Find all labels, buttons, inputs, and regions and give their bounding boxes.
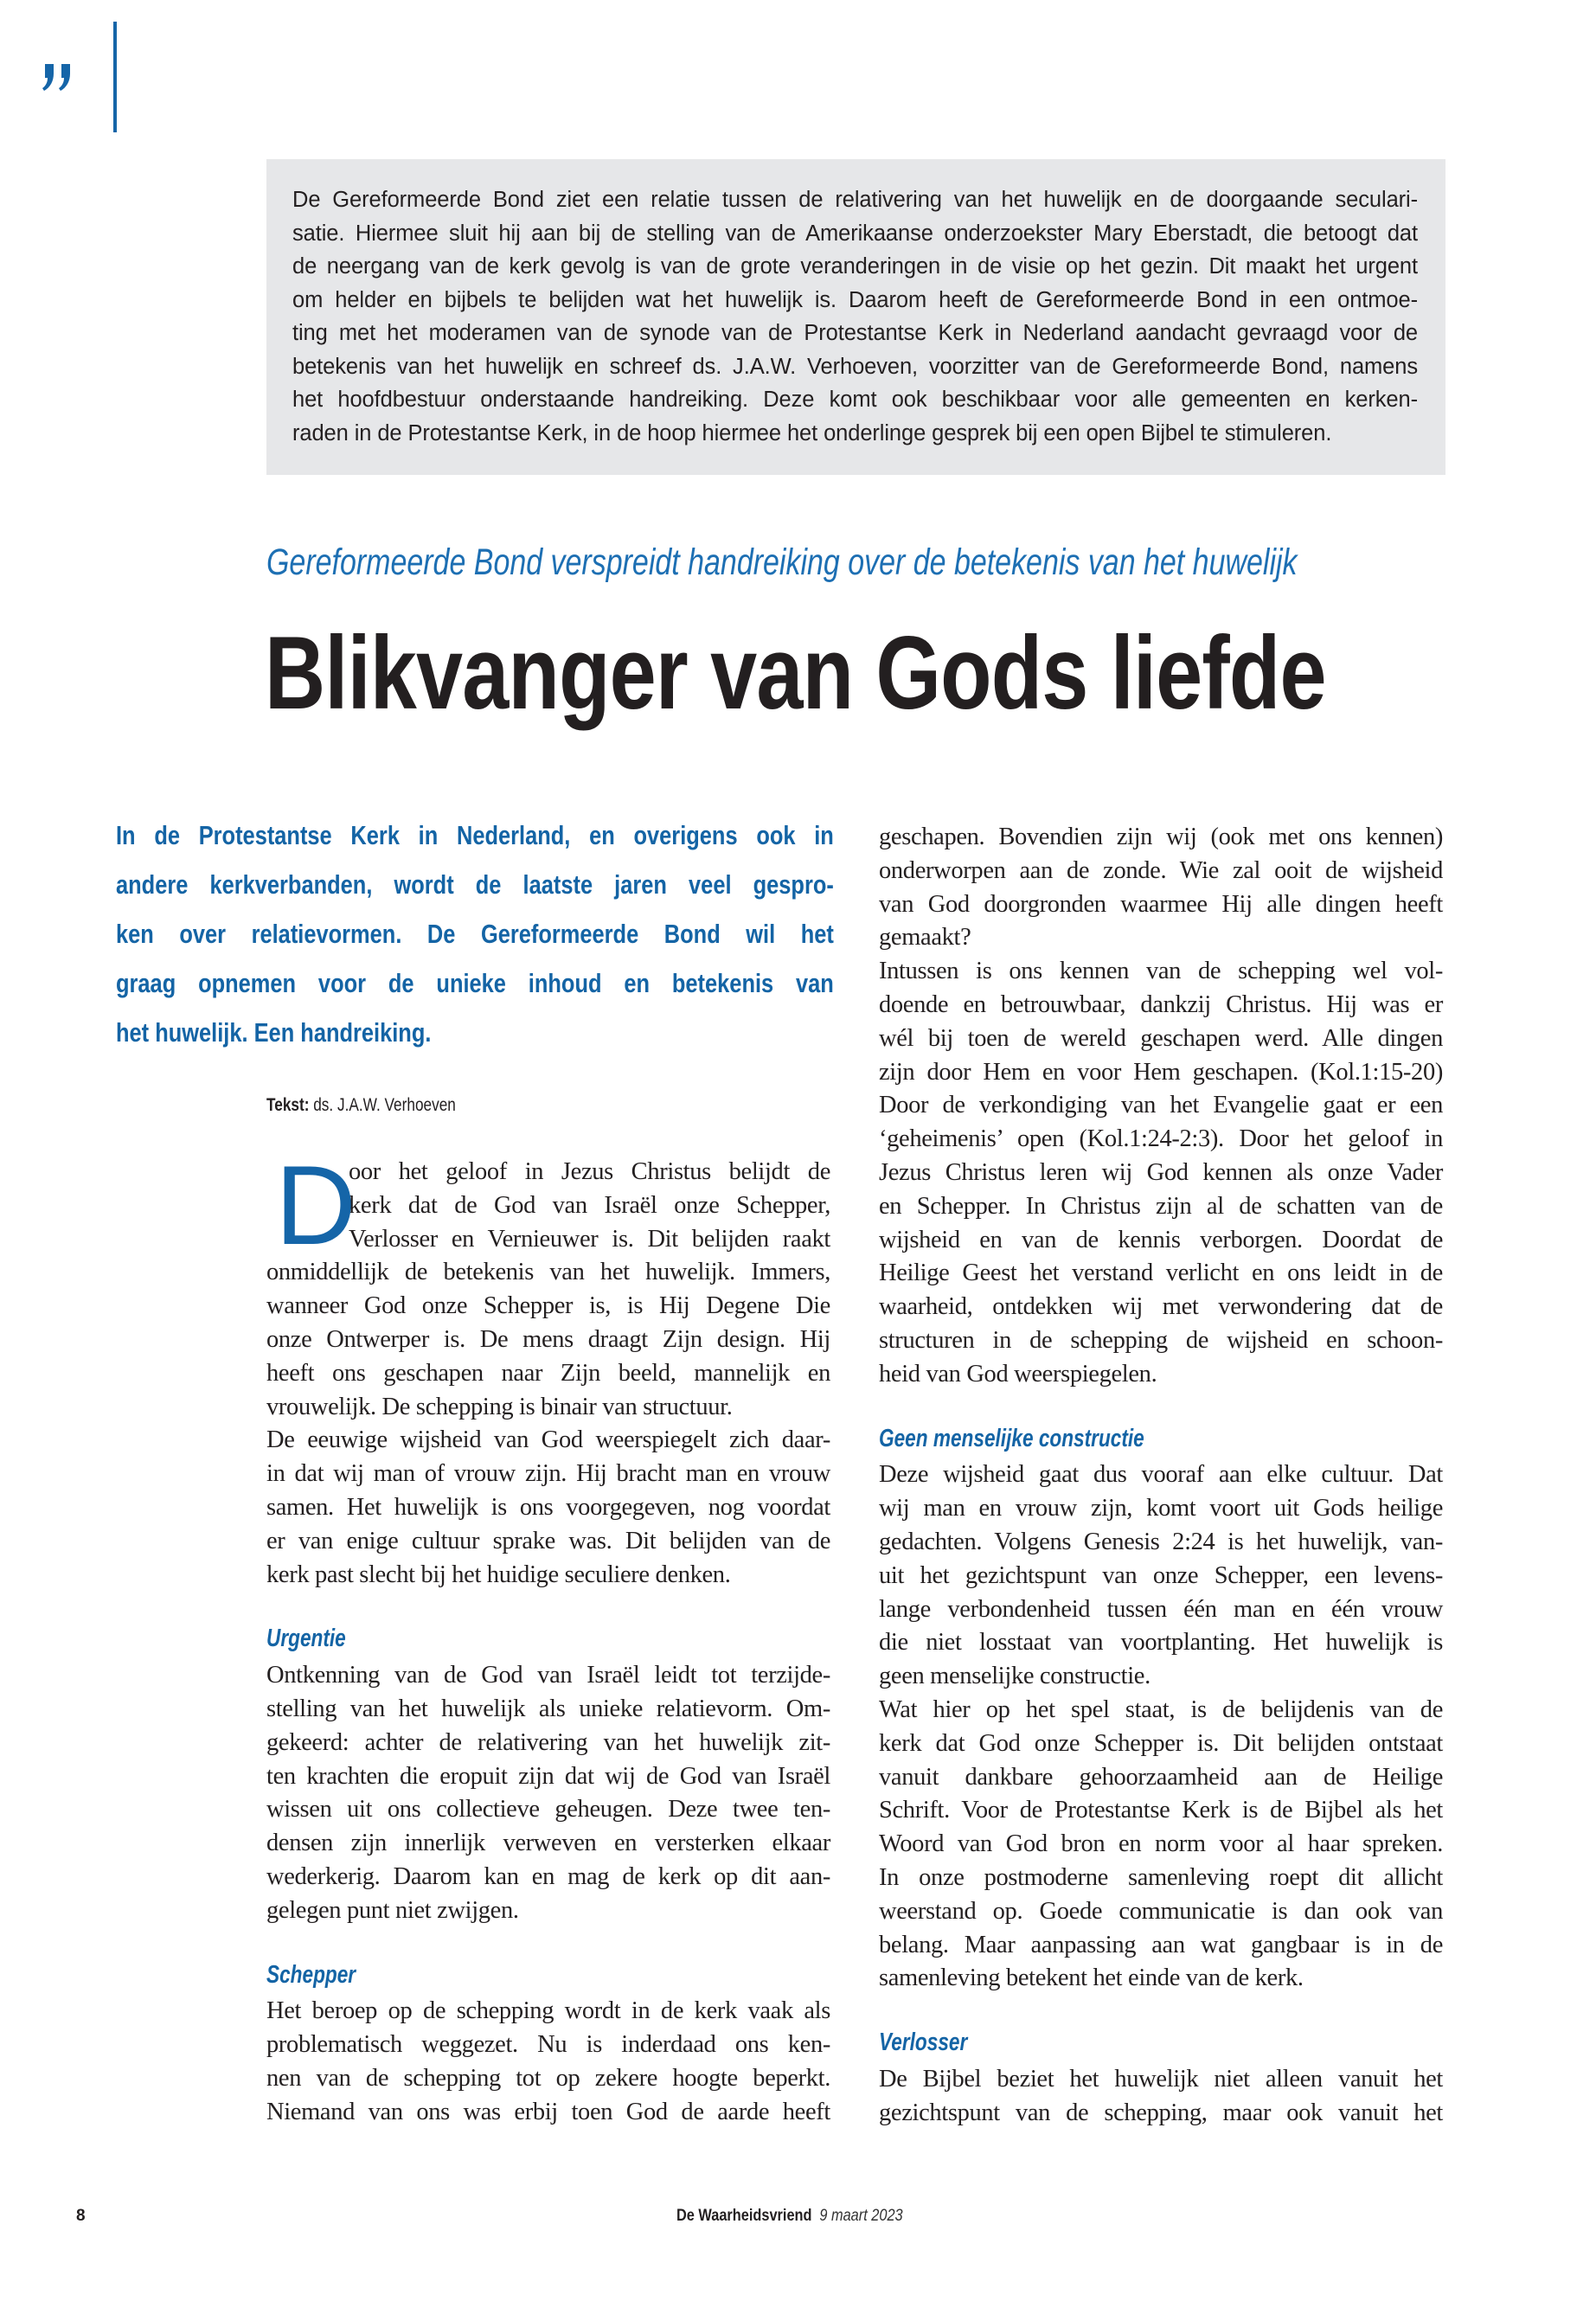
body-line: kerk dat God onze Schepper is. Dit belijden ontstaat (879, 1729, 1443, 1757)
section-heading-verlosser: Verlosser (879, 2029, 968, 2057)
intro-box-line: De Gereformeerde Bond ziet een relatie tussen de relativering van het huwelijk en de doorgaande seculari- (292, 188, 1418, 212)
body-line: Schrift. Voor de Protestantse Kerk is de Bijbel als het (879, 1797, 1443, 1824)
article-title: Blikvanger van Gods liefde (265, 615, 1326, 731)
body-line: kerk dat de God van Israël onze Schepper, (349, 1191, 830, 1219)
body-line: Woord van God bron en norm voor al haar spreken. (879, 1830, 1443, 1858)
body-line: De eeuwige wijsheid van God weerspiegelt zich daar- (266, 1426, 830, 1454)
body-line: Intussen is ons kennen van de schepping wel vol- (879, 958, 1443, 985)
body-line: heid van God weerspiegelen. (879, 1360, 1157, 1388)
vertical-accent-rule (113, 22, 117, 132)
body-line: weerstand op. Goede communicatie is dan ook van (879, 1897, 1443, 1925)
body-line: geschapen. Bovendien zijn wij (ook met ons kennen) (879, 824, 1443, 850)
body-line: uit het gezichtspunt van onze Schepper, een levens- (879, 1561, 1443, 1589)
body-line: Verlosser en Vernieuwer is. Dit belijden raakt (349, 1225, 830, 1253)
body-line: doende en betrouwbaar, dankzij Christus. Hij was er (879, 990, 1443, 1018)
intro-box-line: het hoofdbestuur onderstaande handreiking. Deze komt ook beschikbaar voor alle gemeenten en kerken- (292, 388, 1418, 412)
body-line: Het beroep op de schepping wordt in de kerk vaak als (266, 1997, 830, 2025)
lead-line: In de Protestantse Kerk in Nederland, en overigens ook in (116, 820, 834, 850)
body-line: onderworpen aan de zonde. Wie zal ooit de wijsheid (879, 856, 1443, 884)
body-line: wederkerig. Daarom kan en mag de kerk op dit aan- (266, 1862, 830, 1890)
intro-box-line: betekenis van het huwelijk en schreef ds. J.A.W. Verhoeven, voorzitter van de Gereformeerde Bond, namens (292, 354, 1418, 379)
page-number: 8 (76, 2207, 86, 2225)
body-line: Jezus Christus leren wij God kennen als onze Vader (879, 1158, 1443, 1186)
body-line: Ontkenning van de God van Israël leidt tot terzijde- (266, 1662, 830, 1689)
body-line: gekeerd: achter de relativering van het huwelijk zit- (266, 1728, 830, 1756)
body-line: wanneer God onze Schepper is, is Hij Degene Die (266, 1292, 830, 1320)
body-line: De Bijbel beziet het huwelijk niet alleen vanuit het (879, 2065, 1443, 2093)
body-line: In onze postmoderne samenleving roept dit allicht (879, 1863, 1443, 1891)
intro-box-line: de neergang van de kerk gevolg is van de grote veranderingen in de visie op het gezin. Dit maakt het urgent (292, 254, 1418, 279)
body-line: wijsheid en van de kennis verborgen. Doordat de (879, 1226, 1443, 1253)
body-line: zijn door Hem en voor Hem geschapen. (Kol.1:15-20) (879, 1058, 1443, 1086)
body-line: waarheid, ontdekken wij met verwondering dat de (879, 1293, 1443, 1321)
body-line: ten krachten die eropuit zijn dat wij de God van Israël (266, 1762, 830, 1790)
section-heading-geen-menselijke-constructie: Geen menselijke constructie (879, 1424, 1144, 1452)
body-line: wissen uit ons collectieve geheugen. Deze twee ten- (266, 1796, 830, 1823)
body-line: van God doorgronden waarmee Hij alle dingen heeft (879, 890, 1443, 918)
body-line: densen zijn innerlijk verweven en versterken elkaar (266, 1830, 830, 1857)
body-line: gemaakt? (879, 924, 971, 952)
section-verlosser (879, 2063, 1443, 2131)
right-column (879, 821, 1443, 2130)
body-line: Deze wijsheid gaat dus vooraf aan elke cultuur. Dat (879, 1461, 1443, 1489)
publication-name: De Waarheidsvriend (676, 2207, 812, 2225)
body-line: Door de verkondiging van het Evangelie gaat er een (879, 1092, 1443, 1119)
body-line: vrouwelijk. De schepping is binair van structuur. (266, 1393, 733, 1420)
lead-line: graag opnemen voor de unieke inhoud en betekenis van (116, 968, 834, 998)
intro-box-line: ting met het moderamen van de synode van de Protestantse Kerk in Nederland aandacht gevraagd voor de (292, 321, 1418, 345)
body-line: ‘geheimenis’ open (Kol.1:24-2:3). Door het geloof in (879, 1125, 1443, 1153)
opening-paragraph (266, 1142, 830, 1592)
left-column (266, 1142, 830, 2130)
byline-author: ds. J.A.W. Verhoeven (313, 1095, 456, 1115)
body-line: onze Ontwerper is. De mens draagt Zijn design. Hij (266, 1325, 830, 1353)
body-line: problematisch weggezet. Nu is inderdaad ons ken- (266, 2031, 830, 2059)
byline (266, 1093, 456, 1118)
body-line: wij man en vrouw zijn, komt voort uit Gods heilige (879, 1495, 1443, 1522)
body-line: gezichtspunt van de schepping, maar ook vanuit het (879, 2099, 1443, 2126)
section-schepper (266, 1995, 830, 2129)
body-line: lange verbondenheid tussen één man en één vrouw (879, 1595, 1443, 1623)
body-line: gelegen punt niet zwijgen. (266, 1896, 519, 1924)
body-line: stelling van het huwelijk als unieke relatievorm. Om- (266, 1695, 830, 1722)
body-line: wél bij toen de wereld geschapen werd. Alle dingen (879, 1024, 1443, 1052)
intro-box-line: raden in de Protestantse Kerk, in de hoop hiermee het onderlinge gesprek bij een open Bijbel te stimuleren. (292, 420, 1332, 445)
section-urgentie (266, 1659, 830, 1927)
lead-line: ken over relatievormen. De Gereformeerde Bond wil het (116, 919, 834, 949)
lead-line: het huwelijk. Een handreiking. (116, 1017, 432, 1048)
body-line: onmiddellijk de betekenis van het huwelijk. Immers, (266, 1259, 830, 1286)
intro-box-line: om helder en bijbels te belijden wat het huwelijk is. Daarom heeft de Gereformeerde Bond in een ontmoe- (292, 287, 1418, 312)
body-line: Heilige Geest het verstand verlicht en ons leidt in de (879, 1259, 1443, 1287)
intro-box-line: satie. Hiermee sluit hij aan bij de stelling van de Amerikaanse onderzoekster Mary Eberstadt, die betoogt dat (292, 221, 1418, 246)
section-geen-menselijke-constructie (879, 1458, 1443, 1996)
body-line: Niemand van ons was erbij toen God de aarde heeft (266, 2098, 830, 2125)
body-line: vanuit dankbare gehoorzaamheid aan de Heilige (879, 1763, 1443, 1791)
byline-label: Tekst: (266, 1095, 310, 1115)
body-line: belang. Maar aanpassing aan wat gangbaar is in de (879, 1931, 1443, 1958)
article-kicker: Gereformeerde Bond verspreidt handreiking over de betekenis van het huwelijk (266, 542, 1298, 583)
section-heading-urgentie: Urgentie (266, 1625, 346, 1653)
body-line: gedachten. Volgens Genesis 2:24 is het huwelijk, van- (879, 1528, 1443, 1555)
body-line: er van enige cultuur sprake was. Dit belijden van de (266, 1527, 830, 1554)
body-line: Wat hier op het spel staat, is de belijdenis van de (879, 1695, 1443, 1723)
body-line: en Schepper. In Christus zijn al de schatten van de (879, 1192, 1443, 1220)
body-line: structuren in de schepping de wijsheid en schoon- (879, 1326, 1443, 1354)
continued-paragraph (879, 821, 1443, 1392)
body-line: oor het geloof in Jezus Christus belijdt de (349, 1158, 830, 1185)
body-line: in dat wij man of vrouw zijn. Hij bracht man en vrouw (266, 1460, 830, 1488)
body-line: kerk past slecht bij het huidige seculiere denken. (266, 1561, 731, 1588)
footer-publication (676, 2204, 903, 2228)
body-line: heeft ons geschapen naar Zijn beeld, mannelijk en (266, 1359, 830, 1387)
publication-date: 9 maart 2023 (819, 2207, 903, 2225)
intro-box (266, 159, 1445, 475)
drop-cap: D (275, 1142, 356, 1268)
section-heading-schepper: Schepper (266, 1960, 356, 1989)
article-lead (116, 811, 834, 1057)
body-line: nen van de schepping tot op zekere hoogte beperkt. (266, 2064, 830, 2092)
body-line: samen. Het huwelijk is ons voorgegeven, nog voordat (266, 1493, 830, 1521)
closing-quote-icon (42, 64, 76, 92)
lead-line: andere kerkverbanden, wordt de laatste jaren veel gespro- (116, 869, 834, 900)
body-line: geen menselijke constructie. (879, 1663, 1151, 1690)
body-line: samenleving betekent het einde van de kerk. (879, 1965, 1304, 1992)
body-line: die niet losstaat van voortplanting. Het huwelijk is (879, 1629, 1443, 1657)
